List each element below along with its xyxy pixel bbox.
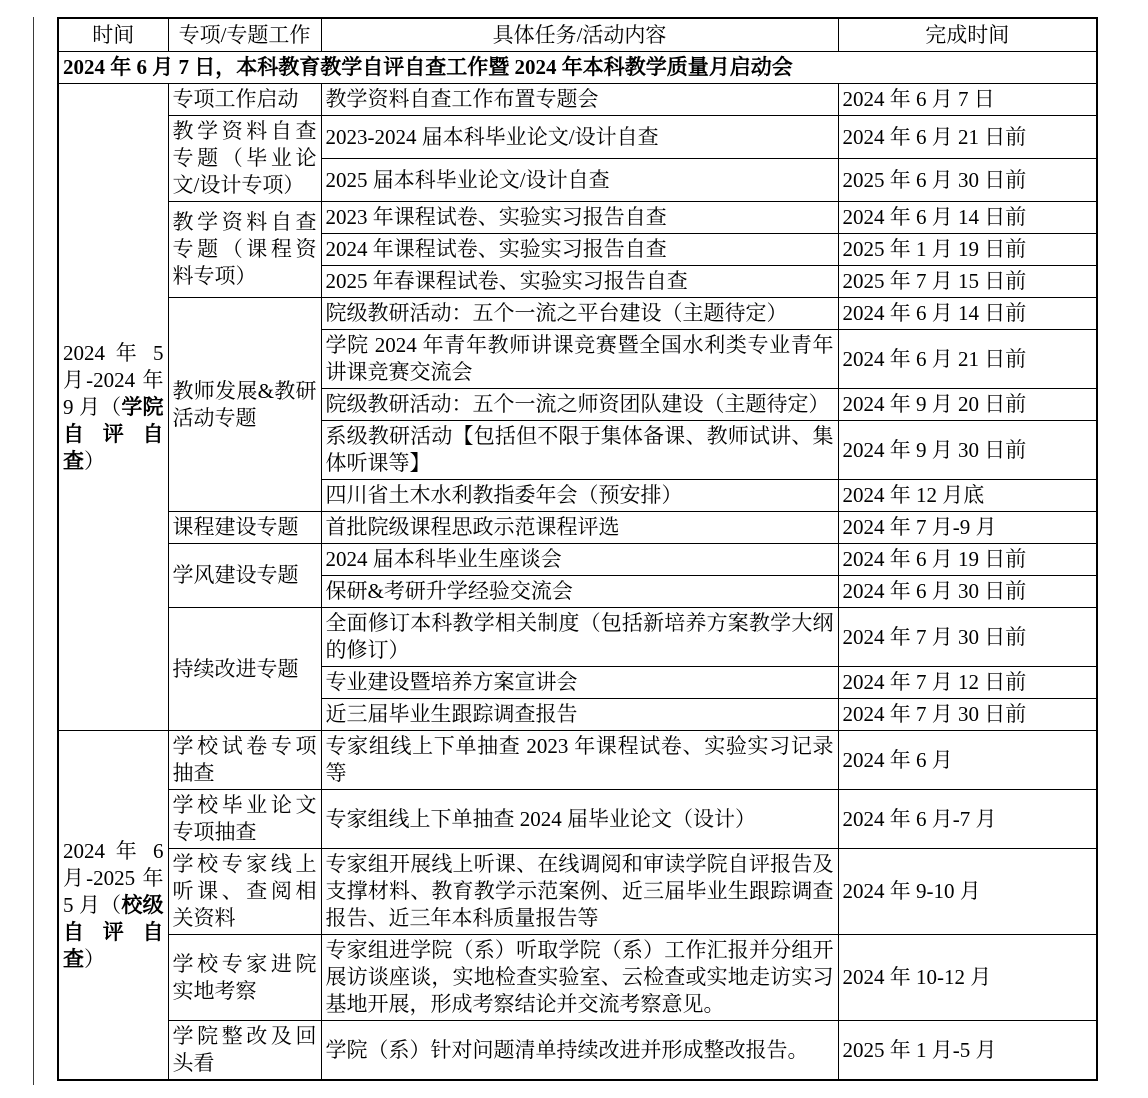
deadline-cell: 2024 年 6 月 30 日前 (838, 576, 1097, 608)
topic-cell: 教学资料自查专题（毕业论文/设计专项） (168, 116, 321, 202)
task-cell: 2024 年课程试卷、实验实习报告自查 (321, 234, 838, 266)
schedule-row (58, 84, 1097, 116)
page-edge-line (33, 17, 34, 1085)
task-cell: 院级教研活动：五个一流之师资团队建设（主题待定） (321, 389, 838, 421)
task-cell: 专家组线上下单抽查 2024 届毕业论文（设计） (321, 790, 838, 849)
deadline-cell: 2025 年 1 月-5 月 (838, 1021, 1097, 1081)
schedule-row (58, 202, 1097, 234)
task-cell: 首批院级课程思政示范课程评选 (321, 512, 838, 544)
topic-cell: 持续改进专题 (168, 608, 321, 731)
deadline-cell: 2024 年 7 月-9 月 (838, 512, 1097, 544)
task-cell: 2023 年课程试卷、实验实习报告自查 (321, 202, 838, 234)
task-cell: 保研&考研升学经验交流会 (321, 576, 838, 608)
header-task: 具体任务/活动内容 (321, 18, 838, 52)
topic-cell: 学校专家进院实地考察 (168, 935, 321, 1021)
schedule-table-container (57, 17, 1096, 1081)
deadline-cell: 2024 年 6 月 14 日前 (838, 298, 1097, 330)
task-cell: 专家组进学院（系）听取学院（系）工作汇报并分组开展访谈座谈，实地检查实验室、云检查或实地走访实习基地开展，形成考察结论并交流考察意见。 (321, 935, 838, 1021)
schedule-row (58, 731, 1097, 790)
deadline-cell: 2024 年 12 月底 (838, 480, 1097, 512)
schedule-row (58, 608, 1097, 667)
schedule-row (58, 935, 1097, 1021)
time-period-cell: 2024 年 5 月-2024 年 9 月（学院自评自查） (58, 84, 168, 731)
schedule-row (58, 544, 1097, 576)
schedule-row (58, 512, 1097, 544)
deadline-cell: 2024 年 6 月 21 日前 (838, 116, 1097, 159)
header-time: 时间 (58, 18, 168, 52)
deadline-cell: 2024 年 10-12 月 (838, 935, 1097, 1021)
schedule-table (57, 17, 1098, 1081)
deadline-cell: 2024 年 6 月 (838, 731, 1097, 790)
deadline-cell: 2025 年 7 月 15 日前 (838, 266, 1097, 298)
task-cell: 全面修订本科教学相关制度（包括新培养方案教学大纲的修订） (321, 608, 838, 667)
task-cell: 系级教研活动【包括但不限于集体备课、教师试讲、集体听课等】 (321, 421, 838, 480)
deadline-cell: 2024 年 7 月 12 日前 (838, 667, 1097, 699)
time-period-cell: 2024 年 6 月-2025 年 5 月（校级自评自查） (58, 731, 168, 1081)
task-cell: 教学资料自查工作布置专题会 (321, 84, 838, 116)
topic-cell: 学风建设专题 (168, 544, 321, 608)
task-cell: 学院（系）针对问题清单持续改进并形成整改报告。 (321, 1021, 838, 1081)
task-cell: 专业建设暨培养方案宣讲会 (321, 667, 838, 699)
kickoff-banner: 2024 年 6 月 7 日，本科教育教学自评自查工作暨 2024 年本科教学质量月启动会 (58, 52, 1097, 84)
task-cell: 2024 届本科毕业生座谈会 (321, 544, 838, 576)
header-row (58, 18, 1097, 52)
task-cell: 学院 2024 年青年教师讲课竞赛暨全国水利类专业青年讲课竞赛交流会 (321, 330, 838, 389)
schedule-row (58, 298, 1097, 330)
deadline-cell: 2024 年 6 月 7 日 (838, 84, 1097, 116)
schedule-row (58, 849, 1097, 935)
deadline-cell: 2024 年 6 月 21 日前 (838, 330, 1097, 389)
banner-row (58, 52, 1097, 84)
topic-cell: 专项工作启动 (168, 84, 321, 116)
schedule-row (58, 116, 1097, 159)
task-cell: 近三届毕业生跟踪调查报告 (321, 699, 838, 731)
task-cell: 院级教研活动：五个一流之平台建设（主题待定） (321, 298, 838, 330)
task-cell: 2025 年春课程试卷、实验实习报告自查 (321, 266, 838, 298)
deadline-cell: 2024 年 6 月 19 日前 (838, 544, 1097, 576)
schedule-table-body (58, 52, 1097, 1081)
deadline-cell: 2024 年 6 月-7 月 (838, 790, 1097, 849)
topic-cell: 课程建设专题 (168, 512, 321, 544)
schedule-row (58, 790, 1097, 849)
topic-cell: 学院整改及回头看 (168, 1021, 321, 1081)
deadline-cell: 2024 年 6 月 14 日前 (838, 202, 1097, 234)
task-cell: 专家组开展线上听课、在线调阅和审读学院自评报告及支撑材料、教育教学示范案例、近三届毕业生跟踪调查报告、近三年本科质量报告等 (321, 849, 838, 935)
deadline-cell: 2024 年 7 月 30 日前 (838, 699, 1097, 731)
deadline-cell: 2024 年 9-10 月 (838, 849, 1097, 935)
deadline-cell: 2024 年 9 月 20 日前 (838, 389, 1097, 421)
topic-cell: 教学资料自查专题（课程资料专项） (168, 202, 321, 298)
task-cell: 2023-2024 届本科毕业论文/设计自查 (321, 116, 838, 159)
topic-cell: 学校专家线上听课、查阅相关资料 (168, 849, 321, 935)
topic-cell: 教师发展&教研活动专题 (168, 298, 321, 512)
task-cell: 四川省土木水利教指委年会（预安排） (321, 480, 838, 512)
deadline-cell: 2024 年 7 月 30 日前 (838, 608, 1097, 667)
header-topic: 专项/专题工作 (168, 18, 321, 52)
header-deadline: 完成时间 (838, 18, 1097, 52)
deadline-cell: 2024 年 9 月 30 日前 (838, 421, 1097, 480)
task-cell: 专家组线上下单抽查 2023 年课程试卷、实验实习记录等 (321, 731, 838, 790)
topic-cell: 学校毕业论文专项抽查 (168, 790, 321, 849)
task-cell: 2025 届本科毕业论文/设计自查 (321, 159, 838, 202)
deadline-cell: 2025 年 6 月 30 日前 (838, 159, 1097, 202)
topic-cell: 学校试卷专项抽查 (168, 731, 321, 790)
deadline-cell: 2025 年 1 月 19 日前 (838, 234, 1097, 266)
schedule-row (58, 1021, 1097, 1081)
